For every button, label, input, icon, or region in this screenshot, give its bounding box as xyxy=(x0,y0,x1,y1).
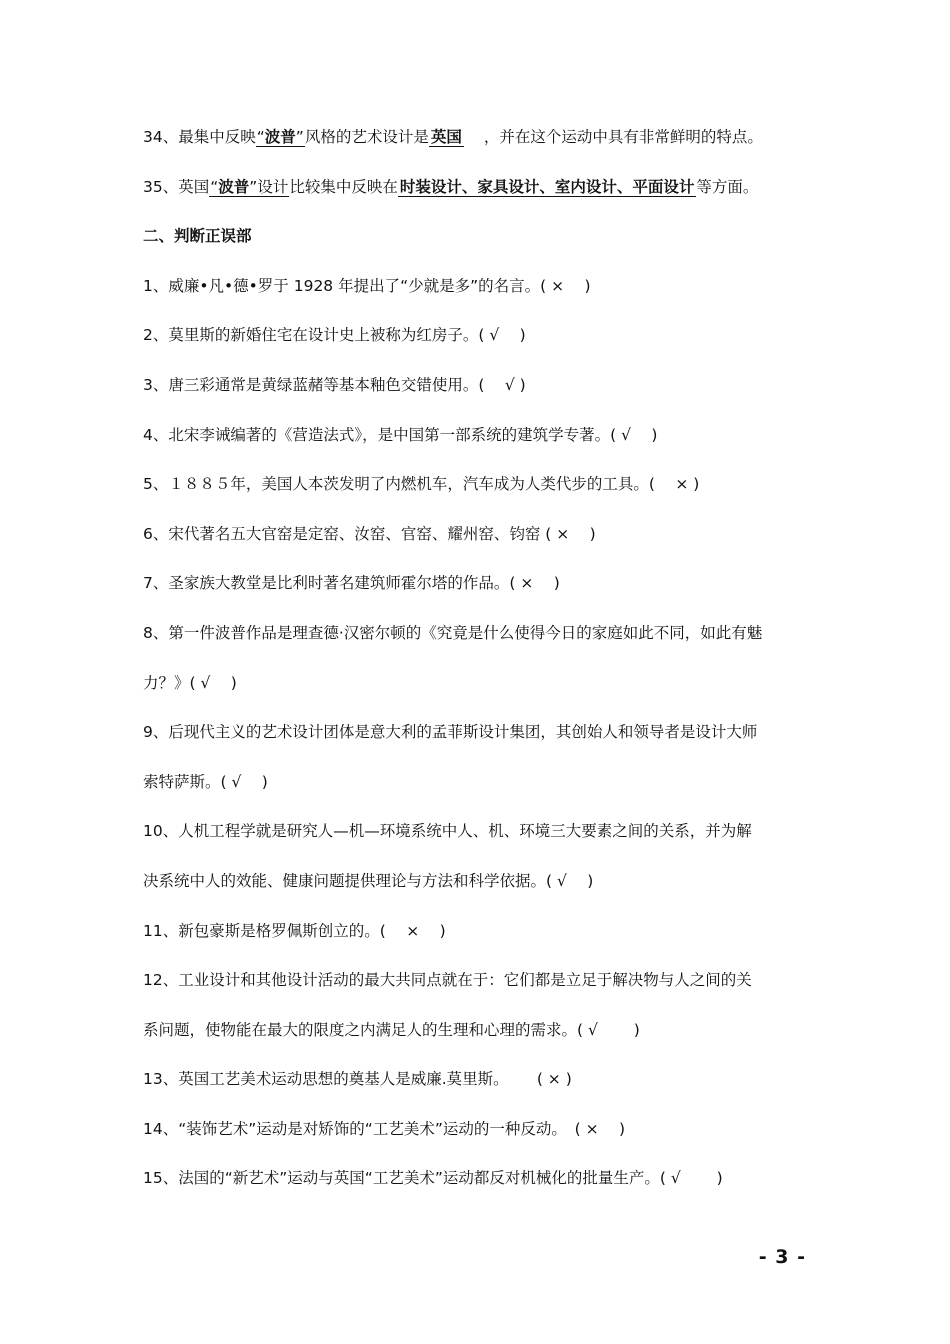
judgment-item-9-line-2: 索特萨斯。( √ ) xyxy=(143,772,268,791)
q34-answer-1: 波普 xyxy=(264,128,296,146)
judgment-item-5: 5、１８８５年，美国人本茨发明了内燃机车，汽车成为人类代步的工具。( × ) xyxy=(143,475,700,494)
judgment-item-10-line-1: 10、人机工程学就是研究人—机—环境系统中人、机、环境三大要素之间的关系，并为解 xyxy=(143,822,752,841)
q34-middle: 风格的艺术设计是 xyxy=(304,128,429,146)
judgment-item-8-line-2: 力？》( √ ) xyxy=(143,673,237,692)
judgment-item-4: 4、北宋李诫编著的《营造法式》，是中国第一部系统的建筑学专著。( √ ) xyxy=(143,425,658,444)
q35-prefix: 35、英国 xyxy=(143,177,210,196)
fill-in-question-34 xyxy=(143,113,811,163)
q35-quote-close: ” xyxy=(249,177,258,196)
page-number: - 3 - xyxy=(758,1246,806,1268)
judgment-item-12-line-1: 12、工业设计和其他设计活动的最大共同点就在于：它们都是立足于解决物与人之间的关 xyxy=(143,971,752,990)
q35-suffix: 等方面。 xyxy=(696,177,759,196)
q35-middle: 比较集中反映在 xyxy=(289,177,398,196)
judgment-item-10-line-2: 决系统中人的效能、健康问题提供理论与方法和科学依据。( √ ) xyxy=(143,871,594,890)
q35-quote-open: “ xyxy=(210,177,219,196)
section-title: 二、判断正误部 xyxy=(143,227,252,246)
q34-answer-2: 英国 xyxy=(430,128,462,146)
q35-answer-1-underline xyxy=(209,178,289,197)
judgment-item-9-line-1: 9、后现代主义的艺术设计团体是意大利的孟菲斯设计集团，其创始人和领导者是设计大师 xyxy=(143,723,758,742)
q34-quote-open: “ xyxy=(256,128,265,146)
q35-answer-2: 时装设计、家具设计、室内设计、平面设计 xyxy=(399,177,695,196)
q35-middle-underlined: 设计 xyxy=(257,177,289,196)
judgment-item-3: 3、唐三彩通常是黄绿蓝赭等基本釉色交错使用。( √ ) xyxy=(143,375,526,394)
fill-in-question-35 xyxy=(143,163,811,213)
judgment-item-7: 7、圣家族大教堂是比利时著名建筑师霍尔塔的作品。( × ) xyxy=(143,574,560,593)
judgment-item-13: 13、英国工艺美术运动思想的奠基人是威廉.莫里斯。 ( × ) xyxy=(143,1070,572,1089)
judgment-item-14: 14、“装饰艺术”运动是对矫饰的“工艺美术”运动的一种反动。 ( × ) xyxy=(143,1119,626,1138)
judgment-item-6: 6、宋代著名五大官窑是定窑、汝窑、官窑、耀州窑、钧窑 ( × ) xyxy=(143,524,596,543)
judgment-item-1: 1、威廉•凡•德•罗于 1928 年提出了“少就是多”的名言。( × ) xyxy=(143,276,591,295)
judgment-item-11: 11、新包豪斯是格罗佩斯创立的。( × ) xyxy=(143,921,446,940)
judgment-item-15: 15、法国的“新艺术”运动与英国“工艺美术”运动都反对机械化的批量生产。( √ ) xyxy=(143,1169,723,1188)
q35-answer-1: 波普 xyxy=(218,177,250,196)
q34-quote-close: ” xyxy=(295,128,304,146)
judgment-item-8-line-1: 8、第一件波普作品是理查德·汉密尔顿的《究竟是什么使得今日的家庭如此不同，如此有魅 xyxy=(143,623,763,642)
q34-answer-1-underline xyxy=(256,128,305,147)
judgment-item-12-line-2: 系问题，使物能在最大的限度之内满足人的生理和心理的需求。( √ ) xyxy=(143,1020,640,1039)
q34-suffix: ，并在这个运动中具有非常鲜明的特点。 xyxy=(483,128,763,146)
judgment-item-2: 2、莫里斯的新婚住宅在设计史上被称为红房子。( √ ) xyxy=(143,326,526,345)
q34-prefix: 34、最集中反映 xyxy=(143,128,256,146)
page-content xyxy=(143,113,811,1204)
